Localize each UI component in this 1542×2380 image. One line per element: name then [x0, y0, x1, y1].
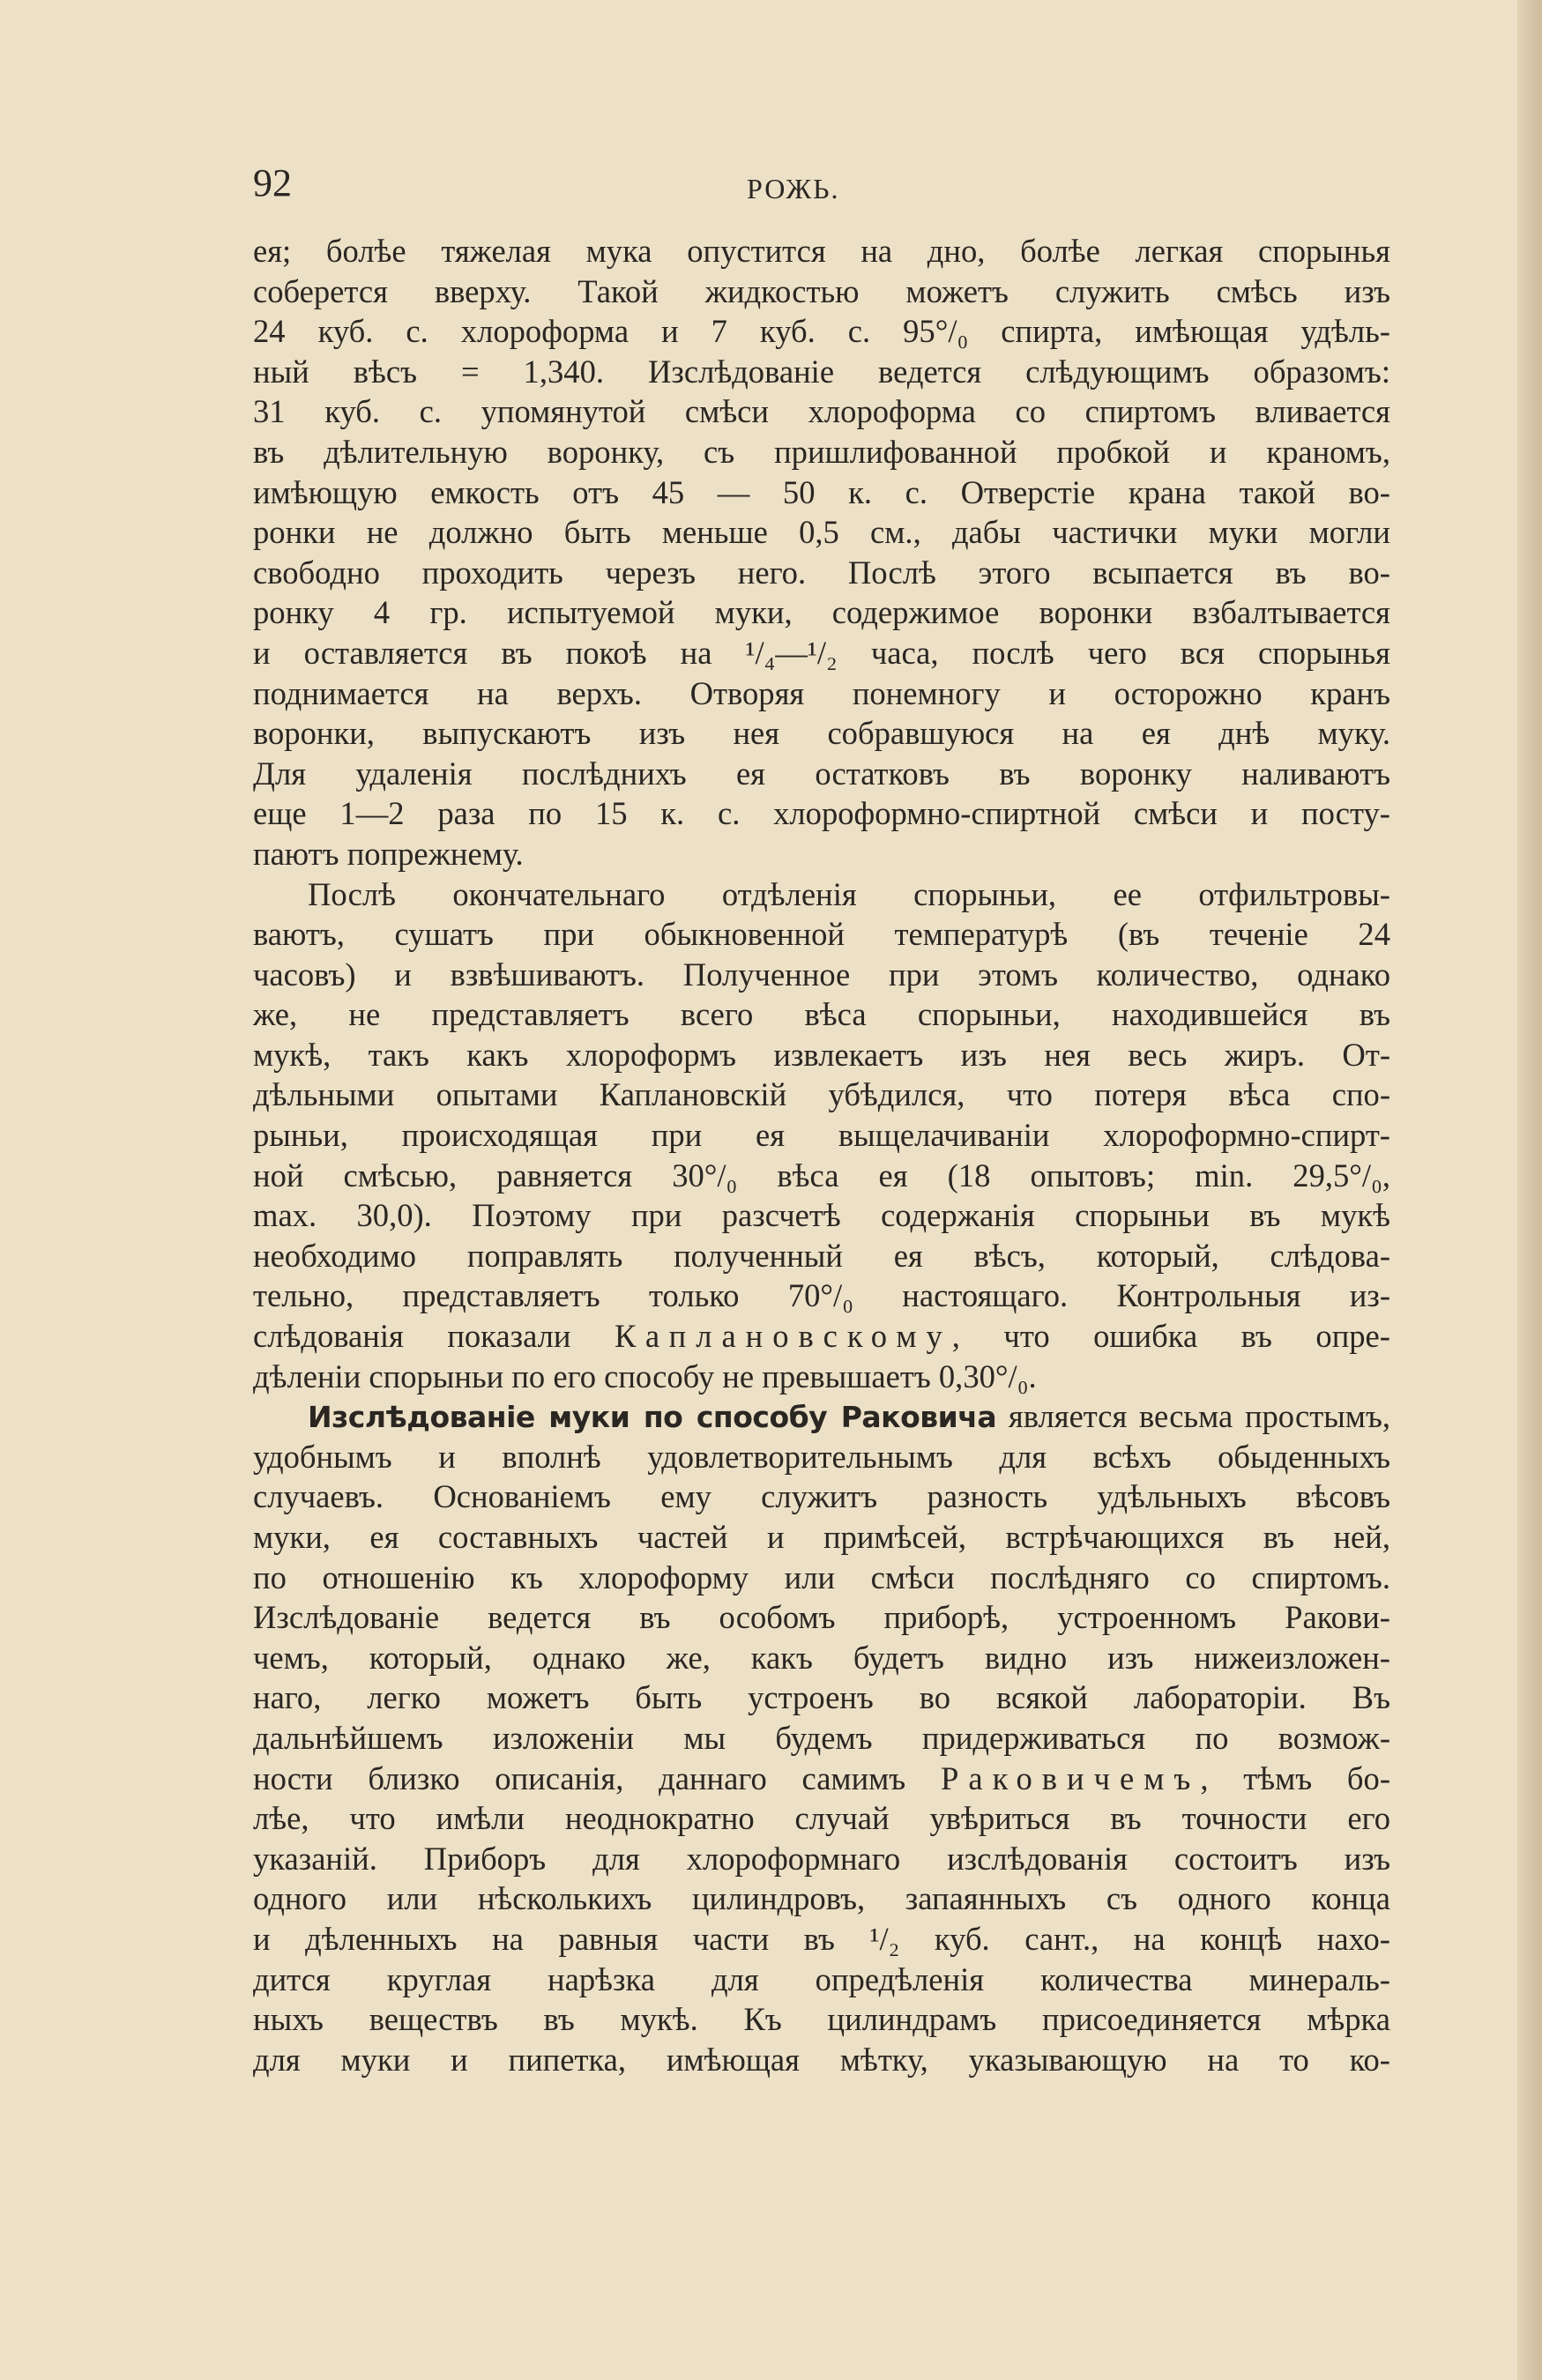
page-edge [1517, 0, 1542, 2380]
text-line: въ дѣлительную воронку, съ пришлифованной пробкой и краномъ, [253, 433, 1390, 470]
text-fragment: , что ошибка въ опре- [951, 1318, 1390, 1355]
bold-lead: Изслѣдованіе муки по способу Раковича [308, 1400, 997, 1435]
text-line: лѣе, что имѣли неоднократно случай увѣриться въ точности его [253, 1800, 1390, 1837]
text-line: и дѣленныхъ на равныя части въ ¹/₂ куб. сант., на концѣ нахо- [253, 1920, 1390, 1957]
spaced-name: Каплановскому [614, 1318, 952, 1355]
text-fragment: , тѣмъ бо- [1200, 1759, 1391, 1796]
text-fragment: ности близко описанія, даннаго самимъ [253, 1759, 906, 1796]
text-line: 31 куб. с. упомянутой смѣси хлороформа со спиртомъ вливается [253, 393, 1390, 430]
paragraph [253, 874, 1390, 1397]
text-line: ронку 4 гр. испытуемой муки, содержимое воронки взбалтывается [253, 594, 1390, 631]
text-line: ваютъ, сушатъ при обыкновенной температурѣ (въ теченіе 24 [253, 916, 1390, 953]
text-line: муки, ея составныхъ частей и примѣсей, встрѣчающихся въ ней, [253, 1519, 1390, 1555]
text-line: часовъ) и взвѣшиваютъ. Полученное при этомъ количество, однако [253, 956, 1390, 993]
text-line: ронки не должно быть меньше 0,5 см., дабы частички муки могли [253, 514, 1390, 551]
text-line: дѣленіи спорыньи по его способу не превышаетъ 0,30°/₀. [253, 1357, 1037, 1395]
text-line: для муки и пипетка, имѣющая мѣтку, указывающую на то ко- [253, 2041, 1390, 2078]
text-line: же, не представляетъ всего вѣса спорыньи, находившейся въ [253, 996, 1390, 1033]
text-line: Для удаленія послѣднихъ ея остатковъ въ воронку наливаютъ [253, 755, 1390, 792]
text-line: ныхъ веществъ въ мукѣ. Къ цилиндрамъ присоединяется мѣрка [253, 2001, 1390, 2038]
text-line: случаевъ. Основаніемъ ему служитъ разность удѣльныхъ вѣсовъ [253, 1478, 1390, 1515]
text-fragment: является весьма простымъ, [996, 1398, 1391, 1435]
text-line: мукѣ, такъ какъ хлороформъ извлекаетъ изъ нея весь жиръ. От- [253, 1036, 1390, 1073]
text-line [253, 1759, 1390, 1799]
text-line: удобнымъ и вполнѣ удовлетворительнымъ для всѣхъ обыденныхъ [253, 1438, 1390, 1475]
text-line: дальнѣйшемъ изложеніи мы будемъ придерживаться по возмож- [253, 1719, 1390, 1756]
text-line: дится круглая нарѣзка для опредѣленія количества минераль- [253, 1960, 1390, 1997]
text-line: дѣльными опытами Каплановскій убѣдился, что потеря вѣса спо- [253, 1076, 1390, 1113]
text-line: max. 30,0). Поэтому при разсчетѣ содержанія спорыньи въ мукѣ [253, 1197, 1390, 1234]
text-line: Послѣ окончательнаго отдѣленія спорыньи, ее отфильтровы- [308, 875, 1390, 912]
text-line: паютъ попрежнему. [253, 835, 524, 872]
text-line: чемъ, который, однако же, какъ будетъ видно изъ нижеизложен- [253, 1639, 1390, 1676]
text-line: по отношенію къ хлороформу или смѣси послѣдняго со спиртомъ. [253, 1558, 1390, 1595]
text-fragment: слѣдованія показали [253, 1318, 571, 1355]
spaced-name: Раковичемъ [941, 1759, 1201, 1796]
text-line: 24 куб. с. хлороформа и 7 куб. с. 95°/₀ спирта, имѣющая удѣль- [253, 313, 1390, 350]
page-number: 92 [253, 161, 292, 205]
text-line: и оставляется въ покоѣ на ¹/₄—¹/₂ часа, послѣ чего вся спорынья [253, 634, 1390, 671]
text-line: рыньи, происходящая при ея выщелачиваніи хлороформно-спирт- [253, 1117, 1390, 1154]
text-line: воронки, выпускаютъ изъ нея собравшуюся на ея днѣ муку. [253, 715, 1390, 752]
text-line: ея; болѣе тяжелая мука опустится на дно, болѣе легкая спорынья [253, 233, 1390, 269]
body-text [253, 231, 1390, 2079]
text-line: свободно проходить черезъ него. Послѣ этого всыпается въ во- [253, 554, 1390, 591]
text-line: указаній. Приборъ для хлороформнаго изслѣдованія состоитъ изъ [253, 1840, 1390, 1877]
text-line: одного или нѣсколькихъ цилиндровъ, запаянныхъ съ одного конца [253, 1880, 1390, 1917]
text-line: соберется вверху. Такой жидкостью можетъ служить смѣсь изъ [253, 272, 1390, 309]
text-line: тельно, представляетъ только 70°/₀ настоящаго. Контрольныя из- [253, 1277, 1390, 1314]
text-line: необходимо поправлять полученный ея вѣсъ, который, слѣдова- [253, 1237, 1390, 1274]
text-line: ный вѣсъ = 1,340. Изслѣдованіе ведется слѣдующимъ образомъ: [253, 353, 1390, 390]
text-line [253, 1396, 1390, 1437]
paragraph [253, 1396, 1390, 2079]
text-line: имѣющую емкость отъ 45 — 50 к. с. Отверстіе крана такой во- [253, 473, 1390, 510]
text-line: наго, легко можетъ быть устроенъ во всякой лабораторіи. Въ [253, 1679, 1390, 1716]
paragraph [253, 231, 1390, 874]
text-line [253, 1316, 1390, 1357]
text-line: Изслѣдованіе ведется въ особомъ приборѣ, устроенномъ Ракови- [253, 1599, 1390, 1636]
running-head: РОЖЬ. [747, 173, 840, 205]
page-header [253, 157, 1390, 210]
text-line: еще 1—2 раза по 15 к. с. хлороформно-спиртной смѣси и посту- [253, 795, 1390, 832]
text-line: ной смѣсью, равняется 30°/₀ вѣса ея (18 опытовъ; min. 29,5°/₀, [253, 1157, 1390, 1194]
text-line: поднимается на верхъ. Отворяя понемногу и осторожно кранъ [253, 674, 1390, 711]
